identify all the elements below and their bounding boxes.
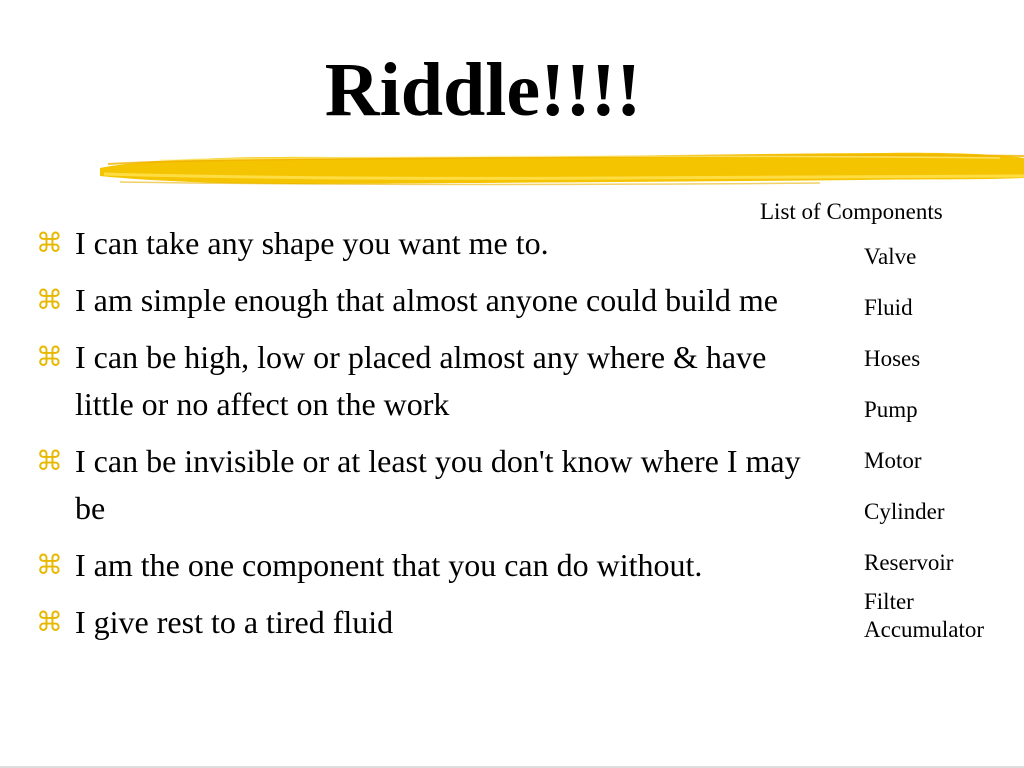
bullet-text: I can take any shape you want me to. [75,225,549,261]
component-item-hoses: Hoses [864,346,921,371]
component-item-pump: Pump [864,397,918,422]
command-key-bullet-icon: ⌘ [36,342,63,373]
bullet-text: I can be high, low or placed almost any where & have little or no affect on the work [75,339,767,422]
list-item [36,220,826,267]
bullet-text: I can be invisible or at least you don't know where I may be [75,443,801,526]
component-item-fluid: Fluid [864,295,913,320]
components-list [760,231,984,644]
list-item [36,277,826,324]
bullet-text: I am the one component that you can do without. [75,547,703,583]
list-item [36,334,826,428]
component-item-valve: Valve [864,244,917,269]
component-item-motor: Motor [864,448,922,473]
components-panel [760,196,984,644]
component-item-accumulator: Accumulator [864,617,985,642]
command-key-bullet-icon: ⌘ [36,228,63,259]
bullet-text: I am simple enough that almost anyone could build me [75,282,778,318]
component-item-reservoir: Reservoir [864,550,954,575]
component-item-filter: Filter [864,589,914,614]
components-title: List of Components [760,199,943,224]
bullet-text: I give rest to a tired fluid [75,604,394,640]
command-key-bullet-icon: ⌘ [36,285,63,316]
list-item [36,438,826,532]
slide-title: Riddle!!!! [324,48,642,132]
component-item-cylinder: Cylinder [864,499,945,524]
title-underline-brushstroke [100,146,1024,190]
riddle-bullet-list [36,220,826,656]
command-key-bullet-icon: ⌘ [36,550,63,581]
command-key-bullet-icon: ⌘ [36,446,63,477]
command-key-bullet-icon: ⌘ [36,607,63,638]
list-item [36,542,826,589]
list-item [36,599,826,646]
